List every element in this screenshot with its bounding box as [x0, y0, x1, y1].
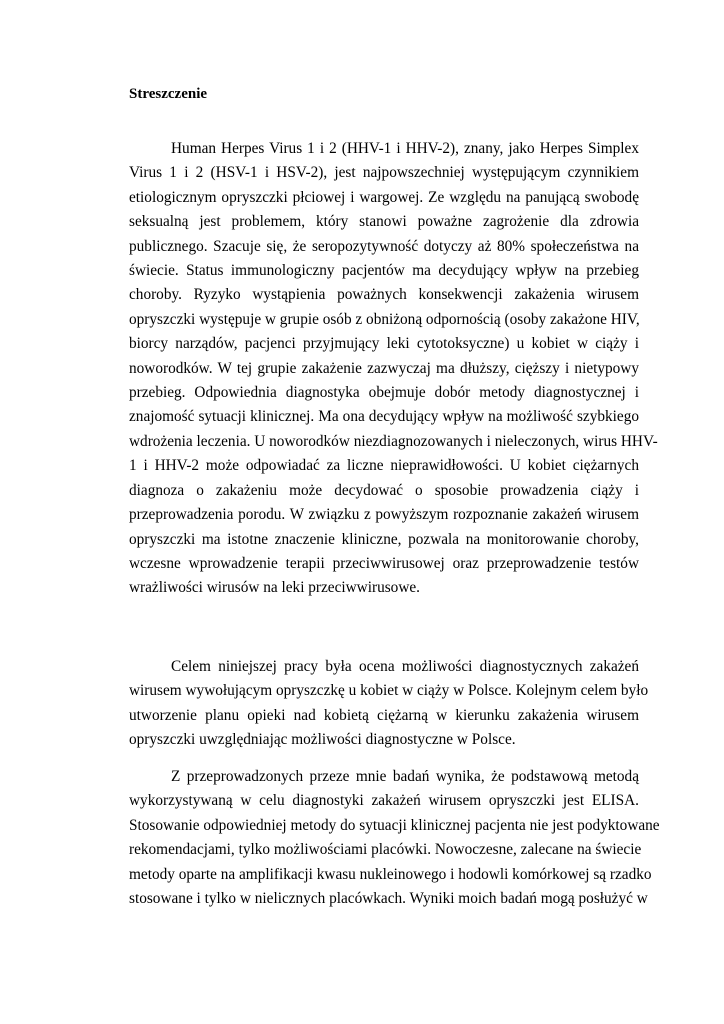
text-line: wdrożenia leczenia. U noworodków niezdiagnozowanych i nieleczonych, wirus HHV-: [129, 432, 658, 450]
text-line: opryszczki występuje w grupie osób z obniżoną odpornością (osoby zakażone HIV,: [129, 310, 640, 328]
text-line: wrażliwości wirusów na leki przeciwwirusowe.: [129, 579, 420, 597]
text-line: utworzenie planu opieki nad kobietą ciężarną w kierunku zakażenia wirusem: [129, 706, 639, 724]
text-line: seksualną jest problemem, który stanowi poważne zagrożenie dla zdrowia: [129, 213, 639, 231]
text-line: Virus 1 i 2 (HSV-1 i HSV-2), jest najpowszechniej występującym czynnikiem: [129, 164, 639, 182]
text-line: choroby. Ryzyko wystąpienia poważnych konsekwencji zakażenia wirusem: [129, 286, 639, 304]
text-line: diagnoza o zakażeniu może decydować o sposobie prowadzenia ciąży i: [129, 481, 639, 499]
text-line: wczesne wprowadzenie terapii przeciwwirusowej oraz przeprowadzenie testów: [129, 554, 639, 572]
text-line: opryszczki ma istotne znaczenie kliniczne, pozwala na monitorowanie choroby,: [129, 530, 639, 548]
text-line: metody oparte na amplifikacji kwasu nukleinowego i hodowli komórkowej są rzadko: [129, 865, 652, 883]
paragraph: [129, 655, 649, 753]
text-line: biorcy narządów, pacjenci przyjmujący leki cytotoksyczne) u kobiet w ciąży i: [129, 335, 639, 353]
text-line: Celem niniejszej pracy była ocena możliwości diagnostycznych zakażeń: [171, 658, 639, 675]
text-line: Stosowanie odpowiedniej metody do sytuacji klinicznej pacjenta nie jest podyktowane: [129, 816, 660, 834]
text-line: opryszczki uwzględniając możliwości diagnostyczne w Polsce.: [129, 731, 516, 749]
text-line: przeprowadzenia porodu. W związku z powyższym rozpoznanie zakażeń wirusem: [129, 506, 639, 524]
text-line: Human Herpes Virus 1 i 2 (HHV-1 i HHV-2), znany, jako Herpes Simplex: [171, 140, 639, 157]
text-line: rekomendacjami, tylko możliwościami placówki. Nowoczesne, zalecane na świecie: [129, 841, 642, 859]
text-line: świecie. Status immunologiczny pacjentów ma decydujący wpływ na przebieg: [129, 262, 639, 280]
paragraph: [129, 137, 658, 601]
text-line: wykorzystywaną w celu diagnostyki zakażeń wirusem opryszczki jest ELISA.: [129, 792, 639, 810]
text-line: etiologicznym opryszczki płciowej i wargowej. Ze względu na panującą swobodę: [129, 188, 639, 206]
text-line: 1 i HHV-2 może odpowiadać za liczne nieprawidłowości. U kobiet ciężarnych: [129, 457, 639, 475]
text-line: stosowane i tylko w nielicznych placówkach. Wyniki moich badań mogą posłużyć w: [129, 890, 648, 908]
text-line: przebieg. Odpowiednia diagnostyka obejmuje dobór metody diagnostycznej i: [129, 384, 639, 402]
text-line: noworodków. W tej grupie zakażenie zazwyczaj ma dłuższy, cięższy i nietypowy: [129, 359, 639, 377]
paragraph: [129, 765, 660, 911]
text-line: Z przeprowadzonych przeze mnie badań wynika, że podstawową metodą: [171, 768, 639, 785]
page-heading: Streszczenie: [129, 86, 208, 102]
text-line: znajomość sytuacji klinicznej. Ma ona decydujący wpływ na możliwość szybkiego: [129, 408, 639, 426]
text-line: wirusem wywołującym opryszczkę u kobiet w ciąży w Polsce. Kolejnym celem było: [129, 682, 649, 700]
text-line: publicznego. Szacuje się, że seropozytywność dotyczy aż 80% społeczeństwa na: [129, 237, 639, 255]
